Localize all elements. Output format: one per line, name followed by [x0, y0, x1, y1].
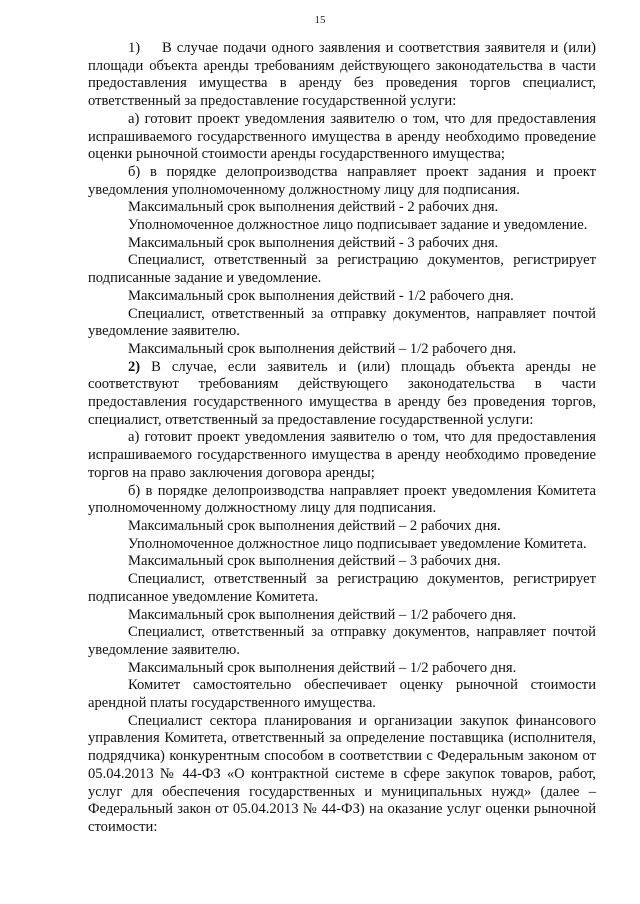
paragraph: Максимальный срок выполнения действий – 3 рабочих дня.: [128, 553, 501, 570]
paragraph: Уполномоченное должностное лицо подписывает задание и уведомление.: [128, 217, 588, 234]
paragraph: Максимальный срок выполнения действий – 2 рабочих дня.: [128, 517, 501, 534]
paragraph: Специалист, ответственный за отправку документов, направляет почтой уведомление заявителю.: [88, 624, 596, 658]
paragraph: Максимальный срок выполнения действий - 1/2 рабочего дня.: [128, 287, 514, 304]
paragraph: [88, 40, 596, 111]
list-number: 2): [128, 358, 141, 375]
paragraph: [88, 359, 596, 430]
paragraph: Уполномоченное должностное лицо подписывает уведомление Комитета.: [128, 535, 587, 552]
paragraph-text: В случае, если заявитель и (или) площадь объекта аренды не соответствуют требованиям действующего законодательства в части предоставления государственного имущества в аренду без проведения торгов, специалист, ответственный за предоставление государственной услуги:: [88, 358, 596, 428]
paragraph-text: В случае подачи одного заявления и соответствия заявителя и (или) площади объекта аренды требованиям действующего законодательства в части предоставления имущества в аренду без проведения торгов специалист, ответственный за предоставление государственной услуги:: [88, 40, 596, 110]
page-number: 15: [314, 14, 326, 26]
paragraph: Специалист, ответственный за регистрацию документов, регистрирует подписанное уведомление Комитета.: [88, 571, 596, 605]
document-body: [88, 40, 596, 837]
list-number: 1): [128, 40, 141, 56]
paragraph: Специалист, ответственный за отправку документов, направляет почтой уведомление заявителю.: [88, 305, 596, 340]
paragraph: Комитет самостоятельно обеспечивает оценку рыночной стоимости арендной платы государственного имущества.: [88, 677, 596, 712]
paragraph: Максимальный срок выполнения действий – 1/2 рабочего дня.: [128, 606, 517, 623]
paragraph: Максимальный срок выполнения действий - 2 рабочих дня.: [128, 199, 499, 216]
paragraph: а) готовит проект уведомления заявителю о том, что для предоставления испрашиваемого государственного имущества в аренду необходимо проведение торгов на право заключения договора аренды;: [88, 429, 596, 481]
paragraph: Максимальный срок выполнения действий – 1/2 рабочего дня.: [128, 659, 517, 676]
paragraph: б) в порядке делопроизводства направляет проект задания и проект уведомления уполномоченному должностному лицу для подписания.: [88, 163, 596, 198]
paragraph: Специалист, ответственный за регистрацию документов, регистрирует подписанные задание и уведомление.: [88, 252, 596, 287]
paragraph: Максимальный срок выполнения действий - 3 рабочих дня.: [128, 234, 499, 251]
paragraph: Максимальный срок выполнения действий – 1/2 рабочего дня.: [128, 340, 517, 357]
paragraph: б) в порядке делопроизводства направляет проект уведомления Комитета уполномоченному должностному лицу для подписания.: [88, 482, 596, 517]
paragraph: Специалист сектора планирования и организации закупок финансового управления Комитета, ответственный за определение поставщика (исполнителя, подрядчика) конкурентным способом в соответствии с Федеральным законом от 05.04.2013 № 44-ФЗ «О контрактной системе в сфере закупок товаров, работ, услуг для обеспечения государственных и муниципальных нужд» (далее – Федеральный закон от 05.04.2013 № 44-ФЗ) на оказание услуг оценки рыночной стоимости:: [88, 712, 596, 835]
paragraph: а) готовит проект уведомления заявителю о том, что для предоставления испрашиваемого государственного имущества в аренду необходимо проведение оценки рыночной стоимости аренды государственного имущества;: [88, 110, 596, 163]
